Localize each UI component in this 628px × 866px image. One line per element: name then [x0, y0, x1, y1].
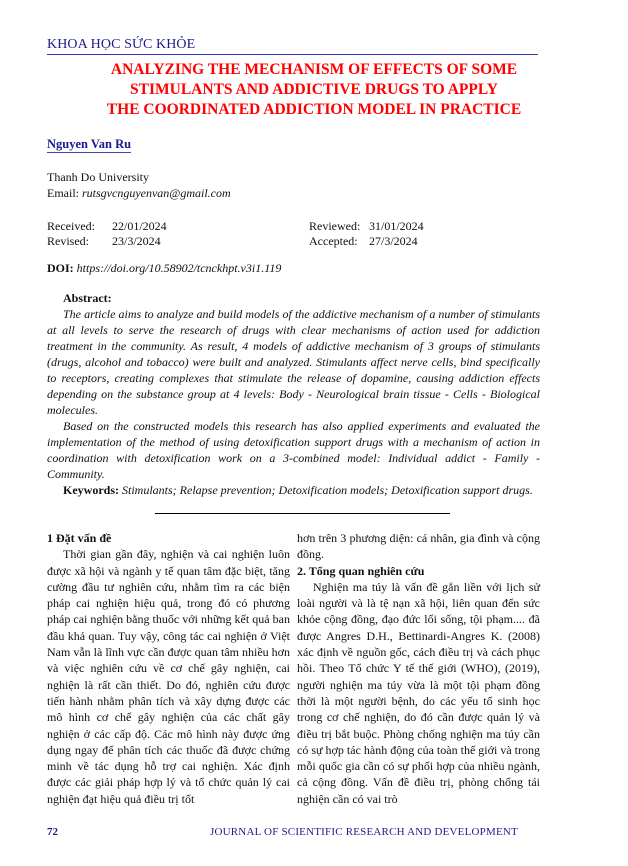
affiliation: Thanh Do University [47, 170, 149, 184]
doi-link[interactable]: https://doi.org/10.58902/tcnckhpt.v3i1.119 [76, 261, 282, 275]
abstract-label: Abstract: [63, 291, 112, 305]
keywords-label: Keywords: [63, 483, 119, 497]
email-link[interactable]: rutsgvcnguyenvan@gmail.com [82, 186, 231, 200]
keywords-list: Stimulants; Relapse prevention; Detoxification models; Detoxification support drugs. [122, 483, 533, 497]
journal-name: JOURNAL OF SCIENTIFIC RESEARCH AND DEVELOPMENT [210, 826, 518, 838]
email-line [47, 186, 231, 201]
received-date: 22/01/2024 [112, 219, 167, 233]
title-line: STIMULANTS AND ADDICTIVE DRUGS TO APPLY [130, 81, 498, 98]
doi-label: DOI: [47, 261, 74, 275]
accepted-label: Accepted: [309, 234, 358, 248]
received-label: Received: [47, 219, 95, 233]
abstract-paragraph: Based on the constructed models this research has also applied experiments and evaluated the implementation of the method of using detoxification support drugs with a mechanism of action in coordination with detoxification work on a 3-combined model: Individual addict - Family - Community. [47, 419, 540, 481]
keywords [47, 482, 540, 498]
title-line: THE COORDINATED ADDICTION MODEL IN PRACTICE [106, 101, 522, 118]
abstract [47, 290, 540, 498]
revised-date: 23/3/2024 [112, 234, 161, 248]
section-divider [155, 513, 450, 514]
dates-block [47, 219, 547, 249]
body-paragraph: Nghiện ma túy là vấn đề gắn liền với lịch sử loài người và là tệ nạn xã hội, liên quan đến sức khỏe cộng đồng, đạo đức lối sống, tội phạm.... đã được Angres D.H., Bettinardi-Angres K. (2008) xác định về nguồn gốc, cách điều trị và cách phục hồi. Theo Tổ chức Y tế thế giới (WHO), (2019), người nghiện ma túy vừa là một tội phạm đồng thời là một người bệnh, do các yếu tố sinh học trong cơ chế nghiện, do đó cần được quản lý và điều trị bắt buộc. Phòng chống nghiện ma túy cần có sự hợp tác hành động của toàn thế giới và trong mỗi quốc gia cần có sự phối hợp của nhiều ngành, cả cộng đồng. Vấn đề điều trị, phòng chống tái nghiện cần có vai trò [297, 579, 540, 806]
body-paragraph: Thời gian gần đây, nghiện và cai nghiện luôn được xã hội và ngành y tế quan tâm đặc biệt, tăng cường đầu tư nghiên cứu, nhằm tìm ra các biện pháp cai nghiện hiệu quả, trong đó có phương pháp cai nghiện bằng thuốc với những kết quả ban đầu khả quan. Tuy vậy, công tác cai nghiện ở Việt Nam vẫn là lĩnh vực cần được quan tâm nhiều hơn và việc nghiên cứu về cơ chế gây nghiện, cai nghiện là rất cần thiết. Do đó, nghiên cứu được tiến hành nhằm phân tích và xây dựng được các mô hình cơ chế gây nghiện của các chất gây nghiện ở các cấp độ. Các mô hình này được ứng dụng ngay để phân tích các thuốc đã được chứng minh về tác dụng hỗ trợ cai nghiện. Xác định được các giải pháp hợp lý và tổ chức quản lý cai nghiện đạt hiệu quả điều trị tốt [47, 547, 290, 806]
accepted-date: 27/3/2024 [369, 234, 418, 248]
section-heading: 1 Đặt vấn đề [47, 531, 112, 545]
date-row [47, 234, 547, 249]
page-number: 72 [47, 826, 58, 838]
revised-label: Revised: [47, 234, 89, 248]
abstract-paragraph: The article aims to analyze and build models of the addictive mechanism of a number of stimulants at all levels to serve the research of drugs with clear mechanisms of action used for addiction treatment in the community. As result, 4 models of addictive mechanism of 3 groups of stimulants (drugs, alcohol and tobacco) were built and analyzed. Stimulants affect nerve cells, bind specifically to receptors, creating complexes that stimulate the release of dopamine, causing addiction effects depending on the substance group at 4 levels: Body - Neurological brain tissue - Cells - Biological molecules. [47, 307, 540, 417]
reviewed-label: Reviewed: [309, 219, 361, 233]
body-column-left [47, 530, 290, 807]
section-heading: 2. Tổng quan nghiên cứu [297, 563, 425, 578]
title-line: ANALYZING THE MECHANISM OF EFFECTS OF SOME [110, 61, 518, 78]
body-column-right [297, 530, 540, 807]
article-title [40, 60, 588, 120]
section-header: KHOA HỌC SỨC KHỎE [47, 37, 538, 55]
email-label: Email: [47, 186, 82, 200]
date-row [47, 219, 547, 234]
doi-line [47, 261, 281, 276]
author-name[interactable]: Nguyen Van Ru [47, 137, 132, 151]
body-paragraph: hơn trên 3 phương diện: cá nhân, gia đình và cộng đồng. [297, 531, 540, 562]
reviewed-date: 31/01/2024 [369, 219, 424, 233]
